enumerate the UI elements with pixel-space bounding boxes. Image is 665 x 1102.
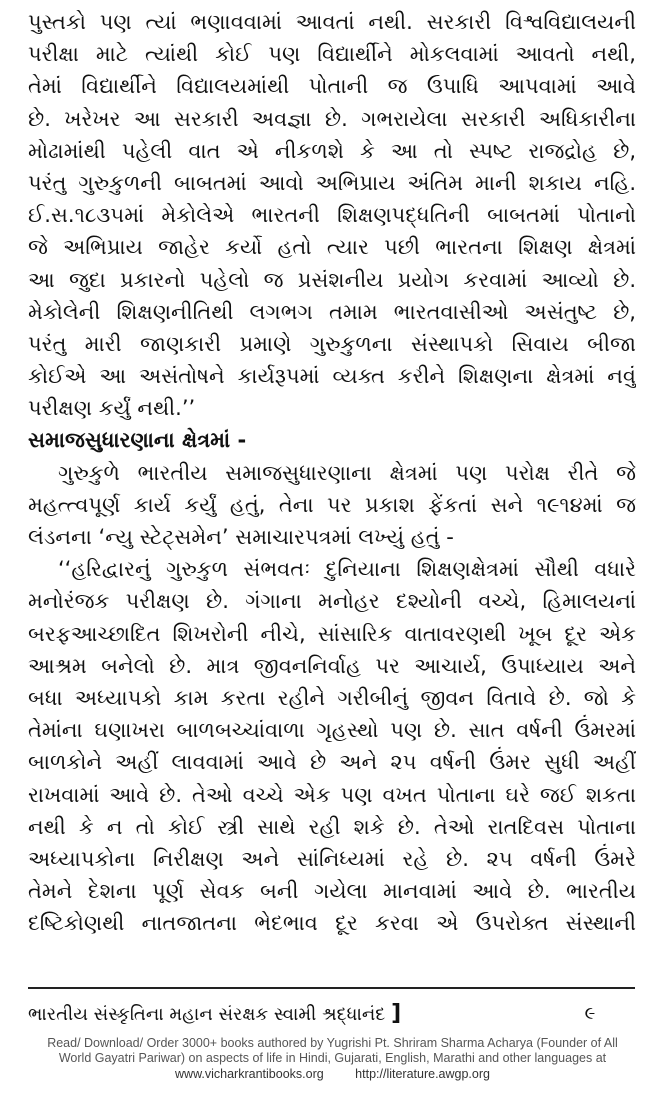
text-line: ‘‘હરિદ્વારનું ગુરુકુળ સંભવતઃ દુનિયાના શિક્ષણક્ષેત્રમાં સૌથી વધારે: [58, 557, 636, 582]
text-line: આ જુદા પ્રકારનો પહેલો જ પ્રસંશનીય પ્રયોગ કરવામાં આવ્યો છે.: [28, 267, 636, 292]
text-line: રાખવામાં આવે છે. તેઓ વચ્ચે એક પણ વખત પોતાના ઘરે જઈ શકતા: [28, 782, 636, 807]
text-line: છે. ખરેખર આ સરકારી અવજ્ઞા છે. ગભરાયેલા સરકારી અધિકારીના: [28, 106, 636, 131]
text-line: અધ્યાપકોના નિરીક્ષણ અને સાંનિધ્યમાં રહે છે. ૨૫ વર્ષની ઉંમરે: [28, 846, 636, 871]
credit-line-1: Read/ Download/ Order 3000+ books authored by Yugrishi Pt. Shriram Sharma Acharya (Founder of All: [47, 1036, 618, 1050]
text-line: પુસ્તકો પણ ત્યાં ભણાવવામાં આવતાં નથી. સરકારી વિશ્વવિદ્યાલયની: [28, 10, 636, 34]
footer-title-text: ભારતીય સંસ્કૃતિના મહાન સંરક્ષક સ્વામી શ્રદ્ધાનંદ: [28, 1004, 386, 1025]
credit-links: [0, 1067, 665, 1081]
text-line: પરીક્ષા માટે ત્યાંથી કોઈ પણ વિદ્યાર્થીને મોકલવામાં આવતો નથી,: [28, 42, 636, 67]
footer-bracket: ]: [391, 1001, 402, 1026]
text-line: મનોરંજક પરીક્ષણ છે. ગંગાના મનોહર દશ્યોની વચ્ચે, હિમાલયનાં: [28, 589, 636, 614]
text-line: નથી કે ન તો કોઈ સ્ત્રી સાથે રહી શકે છે. તેઓ રાતદિવસ પોતાના: [28, 814, 636, 839]
text-line: તેમને દેશના પૂર્ણ સેવક બની ગયેલા માનવામાં આવે છે. ભારતીય: [28, 879, 636, 904]
section-heading: સમાજસુધારણાના ક્ષેત્રમાં -: [28, 428, 247, 453]
body-text: [28, 6, 636, 939]
publisher-credit: [0, 1036, 665, 1066]
text-line: પરંતુ મારી જાણકારી પ્રમાણે ગુરુકુળના સંસ્થાપકો સિવાય બીજા: [28, 331, 636, 356]
text-line: પરંતુ ગુરુકુળની બાબતમાં આવો અભિપ્રાય અંતિમ માની શકાય નહિ.: [28, 170, 636, 195]
link-vicharkrantibooks[interactable]: www.vicharkrantibooks.org: [175, 1067, 324, 1081]
text-line: લંડનના ‘ન્યુ સ્ટેટ્સમેન’ સમાચારપત્રમાં લખ્યું હતું -: [28, 525, 454, 549]
text-line: જે અભિપ્રાય જાહેર કર્યો હતો ત્યાર પછી ભારતના શિક્ષણ ક્ષેત્રમાં: [28, 235, 636, 260]
footer-book-title: [28, 1000, 498, 1028]
text-line: ગુરુકુળે ભારતીય સમાજસુધારણાના ક્ષેત્રમાં પણ પરોક્ષ રીતે જે: [58, 460, 636, 485]
text-line: કોઈએ આ અસંતોષને કાર્યરૂપમાં વ્યક્ત કરીને શિક્ષણના ક્ષેત્રમાં નવું: [28, 364, 636, 389]
credit-line-2: World Gayatri Pariwar) on aspects of life in Hindi, Gujarati, English, Marathi and other languages at: [58, 1051, 607, 1065]
text-line: મેકોલેની શિક્ષણનીતિથી લગભગ તમામ ભારતવાસીઓ અસંતુષ્ટ છે,: [28, 299, 636, 324]
text-line: આશ્રમ બનેલો છે. માત્ર જીવનનિર્વાહ પર આચાર્ય, ઉપાધ્યાય અને: [28, 653, 636, 678]
text-line: મોઢામાંથી પહેલી વાત એ નીકળશે કે આ તો સ્પષ્ટ રાજદ્રોહ છે,: [28, 138, 636, 163]
text-line: તેમાં વિદ્યાર્થીને વિદ્યાલયમાંથી પોતાની જ ઉપાધિ આપવામાં આવે: [28, 74, 636, 99]
link-literature-awgp[interactable]: http://literature.awgp.org: [355, 1067, 490, 1081]
text-line: બાળકોને અહીં લાવવામાં આવે છે અને ૨૫ વર્ષની ઉંમર સુધી અહીં: [28, 750, 636, 775]
text-line: દષ્ટિકોણથી નાતજાતના ભેદભાવ દૂર કરવા એ ઉપરોક્ત સંસ્થાની: [28, 911, 636, 936]
text-line: બધા અધ્યાપકો કામ કરતા રહીને ગરીબીનું જીવન વિતાવે છે. જો કે: [28, 685, 636, 710]
text-line: તેમાંના ઘણાખરા બાળબચ્ચાંવાળા ગૃહસ્થો પણ છે. સાત વર્ષની ઉંમરમાં: [28, 718, 636, 743]
text-line: મહત્ત્વપૂર્ણ કાર્ય કર્યું હતું, તેના પર પ્રકાશ ફેંકતાં સને ૧૯૧૪માં જ: [28, 492, 636, 517]
text-line: બરફઆચ્છાદિત શિખરોની નીચે, સાંસારિક વાતાવરણથી ખૂબ દૂર એક: [28, 621, 636, 646]
page-number: ૯: [584, 1003, 596, 1024]
text-line: ઈ.સ.૧૮૩૫માં મેકોલેએ ભારતની શિક્ષણપદ્ધતિની બાબતમાં પોતાનો: [28, 203, 636, 228]
footer-divider: [28, 987, 635, 989]
text-line: પરીક્ષણ કર્યું નથી.’’: [28, 396, 196, 421]
